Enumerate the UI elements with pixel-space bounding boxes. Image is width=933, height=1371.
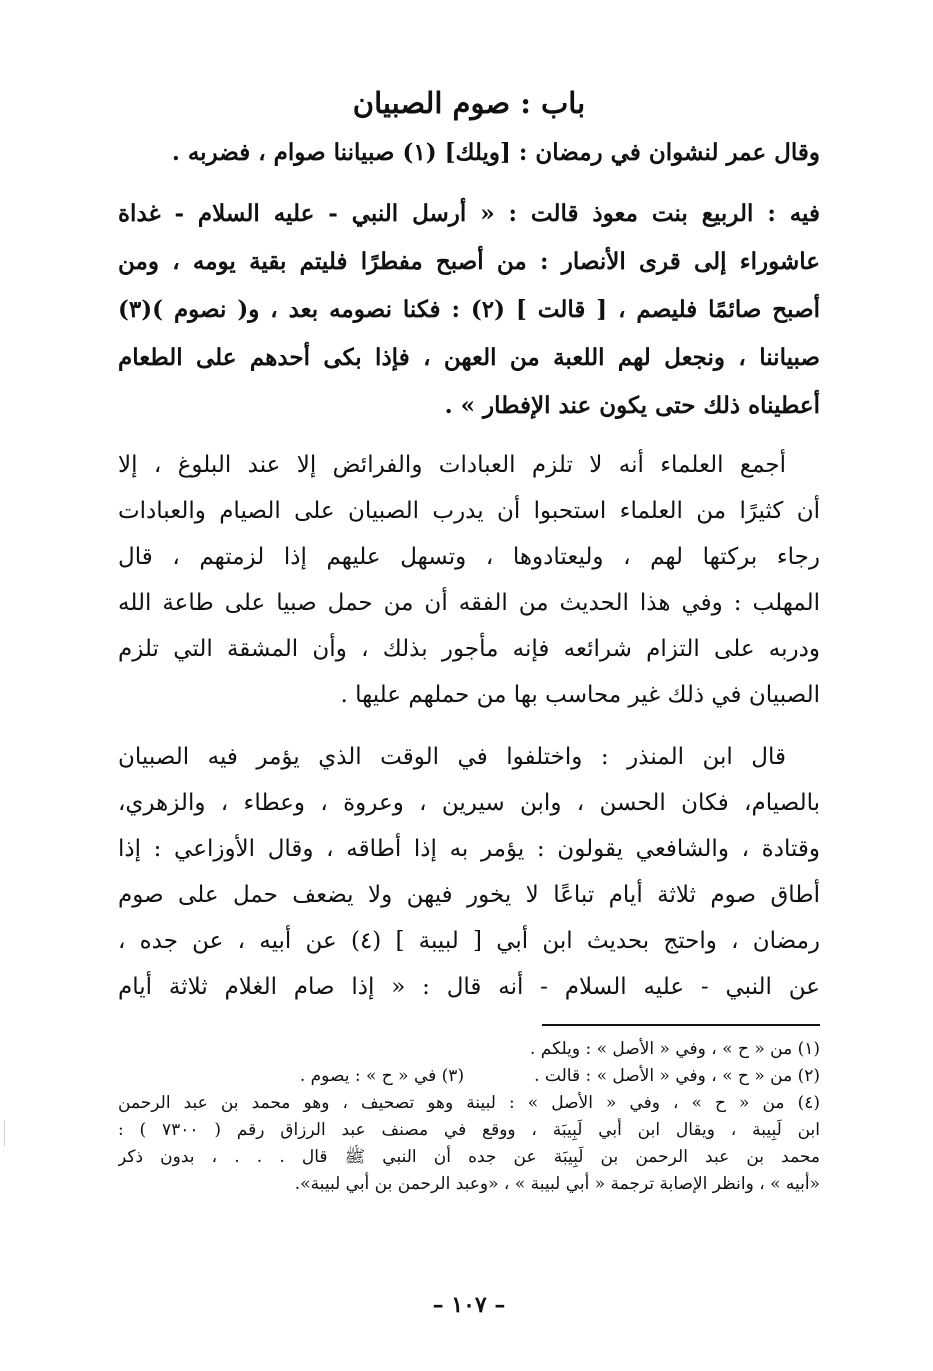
footnote-1: (١) من « ح » ، وفي « الأصل » : ويلكم .: [529, 1039, 820, 1059]
footnote-4-line: محمد بن عبد الرحمن بن لَبِيبَة عن جده أن النبي ﷺ قال . . . ، بدون ذكر: [118, 1147, 820, 1167]
paragraph-line: أن كثيرًا من العلماء استحبوا أن يدرب الصبيان على الصيام والعبادات: [118, 498, 820, 524]
footnote-2: (٢) من « ح » ، وفي « الأصل » : قالت .: [534, 1066, 820, 1086]
hadith-line: أصبح صائمًا فليصم ، [ قالت ] (٢) : فكنا نصومه بعد ، و( نصوم )(٣): [118, 296, 820, 323]
footnote-4-line: ابن لَبِيبة ، ويقال ابن أبي لَبِيبَة ، ووقع في مصنف عبد الرزاق رقم ( ٧٣٠٠ ) :: [118, 1120, 820, 1140]
margin-scan-mark: [4, 1120, 5, 1146]
paragraph-line: بالصيام، فكان الحسن ، وابن سيرين ، وعروة ، وعطاء ، والزهري،: [118, 790, 820, 816]
paragraph-line: وقتادة ، والشافعي يقولون : يؤمر به إذا أطاقه ، وقال الأوزاعي : إذا: [118, 836, 820, 862]
footnote-row: [118, 1063, 820, 1090]
paragraph-line: أجمع العلماء أنه لا تلزم العبادات والفرائض إلا عند البلوغ ، إلا: [118, 452, 786, 478]
paragraph-line: ودربه على التزام شرائعه فإنه مأجور بذلك ، وأن المشقة التي تلزم: [118, 636, 820, 662]
page-number: – ١٠٧ –: [432, 1292, 506, 1318]
footnote-separator: [542, 1024, 820, 1026]
paragraph-line: أطاق صوم ثلاثة أيام تباعًا لا يخور فيهن ولا يضعف حمل على صوم: [118, 882, 820, 908]
hadith-line: أعطيناه ذلك حتى يكون عند الإفطار » .: [444, 392, 820, 419]
footnote-gap: [464, 1063, 534, 1090]
paragraph-line: الصبيان في ذلك غير محاسب بها من حملهم عليها .: [340, 682, 820, 708]
chapter-title: باب : صوم الصبيان: [352, 86, 586, 120]
footnote-4-line: (٤) من « ح » ، وفي « الأصل » : لبينة وهو تصحيف ، وهو محمد بن عبد الرحمن: [118, 1093, 820, 1113]
book-page: [118, 60, 820, 1340]
hadith-block: [118, 190, 820, 430]
paragraph-line: رمضان ، واحتج بحديث ابن أبي [ لبيبة ] (٤) عن أبيه ، عن جده ،: [118, 928, 820, 954]
commentary-paragraph: [118, 442, 820, 718]
paragraph-line: عن النبي - عليه السلام - أنه قال : « إذا صام الغلام ثلاثة أيام: [118, 974, 820, 1000]
commentary-paragraph: [118, 734, 820, 1010]
hadith-line: صبياننا ، ونجعل لهم اللعبة من العهن ، فإذا بكى أحدهم على الطعام: [118, 344, 820, 371]
umar-statement: وقال عمر لنشوان في رمضان : [ويلك] (١) صبياننا صوام ، فضربه .: [171, 139, 820, 166]
paragraph-line: المهلب : وفي هذا الحديث من الفقه أن من حمل صبيا على طاعة الله: [118, 590, 820, 616]
hadith-line: عاشوراء إلى قرى الأنصار : من أصبح مفطرًا فليتم بقية يومه ، ومن: [118, 248, 820, 275]
paragraph-line: رجاء بركتها لهم ، وليعتادوها ، وتسهل عليهم إذا لزمتهم ، قال: [118, 544, 820, 570]
hadith-line: فيه : الربيع بنت معوذ قالت : « أرسل النبي - عليه السلام - غداة: [118, 200, 820, 227]
footnote-3: (٣) في « ح » : يصوم .: [299, 1066, 465, 1086]
footnote-4-line: «أبيه » ، وانظر الإصابة ترجمة « أبي لبيبة » ، «وعبد الرحمن بن أبي لبيبة».: [294, 1174, 820, 1194]
paragraph-line: قال ابن المنذر : واختلفوا في الوقت الذي يؤمر فيه الصبيان: [118, 744, 786, 770]
footnotes: [118, 1036, 820, 1198]
